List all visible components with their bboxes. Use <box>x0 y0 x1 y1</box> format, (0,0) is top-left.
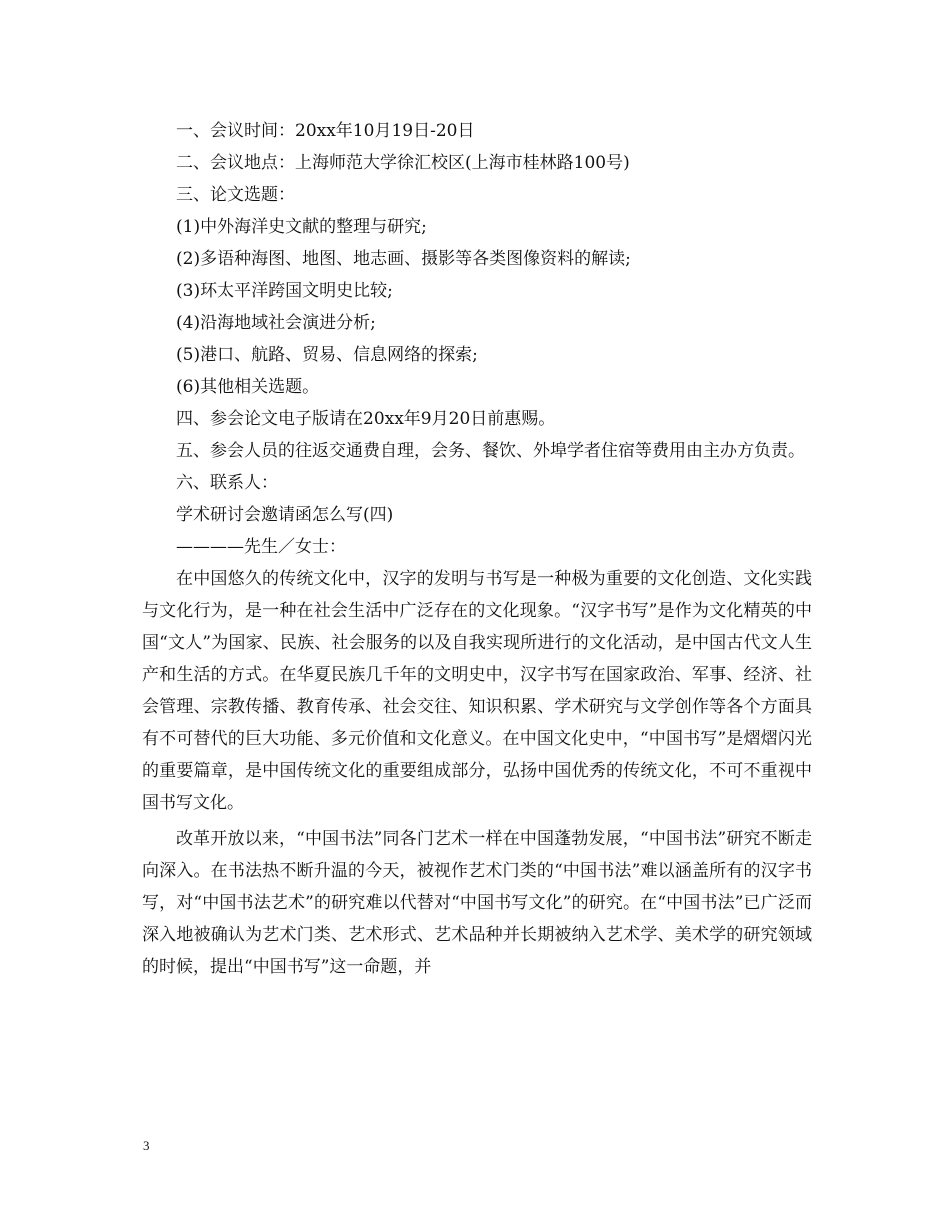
topic-item: (4)沿海地域社会演进分析; <box>176 313 376 333</box>
topic-item: (1)中外海洋史文献的整理与研究; <box>176 217 427 237</box>
body-paragraph-2: 改革开放以来，“中国书法”同各门艺术一样在中国蓬勃发展，“中国书法”研究不断走向深入。在书法热不断升温的今天，被视作艺术门类的“中国书法”难以涵盖所有的汉字书写，对“中国书法艺术”的研究难以代替对“中国书写文化”的研究。在“中国书法”已广泛而深入地被确认为艺术门类、艺术形式、艺术品种并长期被纳入艺术学、美术学的研究领域的时候，提出“中国书写”这一命题，并 <box>142 829 812 977</box>
topic-item: (6)其他相关选题。 <box>176 377 320 397</box>
body-paragraph-1: 在中国悠久的传统文化中，汉字的发明与书写是一种极为重要的文化创造、文化实践与文化行为，是一种在社会生活中广泛存在的文化现象。“汉字书写”是作为文化精英的中国“文人”为国家、民族、社会服务的以及自我实现所进行的文化活动，是中国古代文人生产和生活的方式。在华夏民族几千年的文明史中，汉字书写在国家政治、军事、经济、社会管理、宗教传播、教育传承、社会交往、知识积累、学术研究与文学创作等各个方面具有不可替代的巨大功能、多元价值和文化意义。在中国文化史中，“中国书写”是熠熠闪光的重要篇章，是中国传统文化的重要组成部分，弘扬中国优秀的传统文化，不可不重视中国书写文化。 <box>142 569 812 813</box>
topic-item: (2)多语种海图、地图、地志画、摄影等各类图像资料的解读; <box>176 249 631 269</box>
expenses-paragraph: 五、参会人员的往返交通费自理，会务、餐饮、外埠学者住宿等费用由主办方负责。 <box>176 441 805 461</box>
salutation: ————先生／女士： <box>176 537 346 557</box>
contact-line: 六、联系人： <box>176 473 278 493</box>
topic-item: (3)环太平洋跨国文明史比较; <box>176 281 393 301</box>
document-body <box>142 115 812 983</box>
section-title: 学术研讨会邀请函怎么写(四) <box>176 505 394 525</box>
submission-line: 四、参会论文电子版请在20xx年9月20日前惠赐。 <box>176 409 556 429</box>
topics-heading: 三、论文选题： <box>176 185 295 205</box>
topic-item: (5)港口、航路、贸易、信息网络的探索; <box>176 345 478 365</box>
page-number: 3 <box>143 1138 150 1153</box>
meeting-place-line: 二、会议地点：上海师范大学徐汇校区(上海市桂林路100号) <box>176 153 630 173</box>
meeting-time-line: 一、会议时间：20xx年10月19日-20日 <box>176 121 475 141</box>
